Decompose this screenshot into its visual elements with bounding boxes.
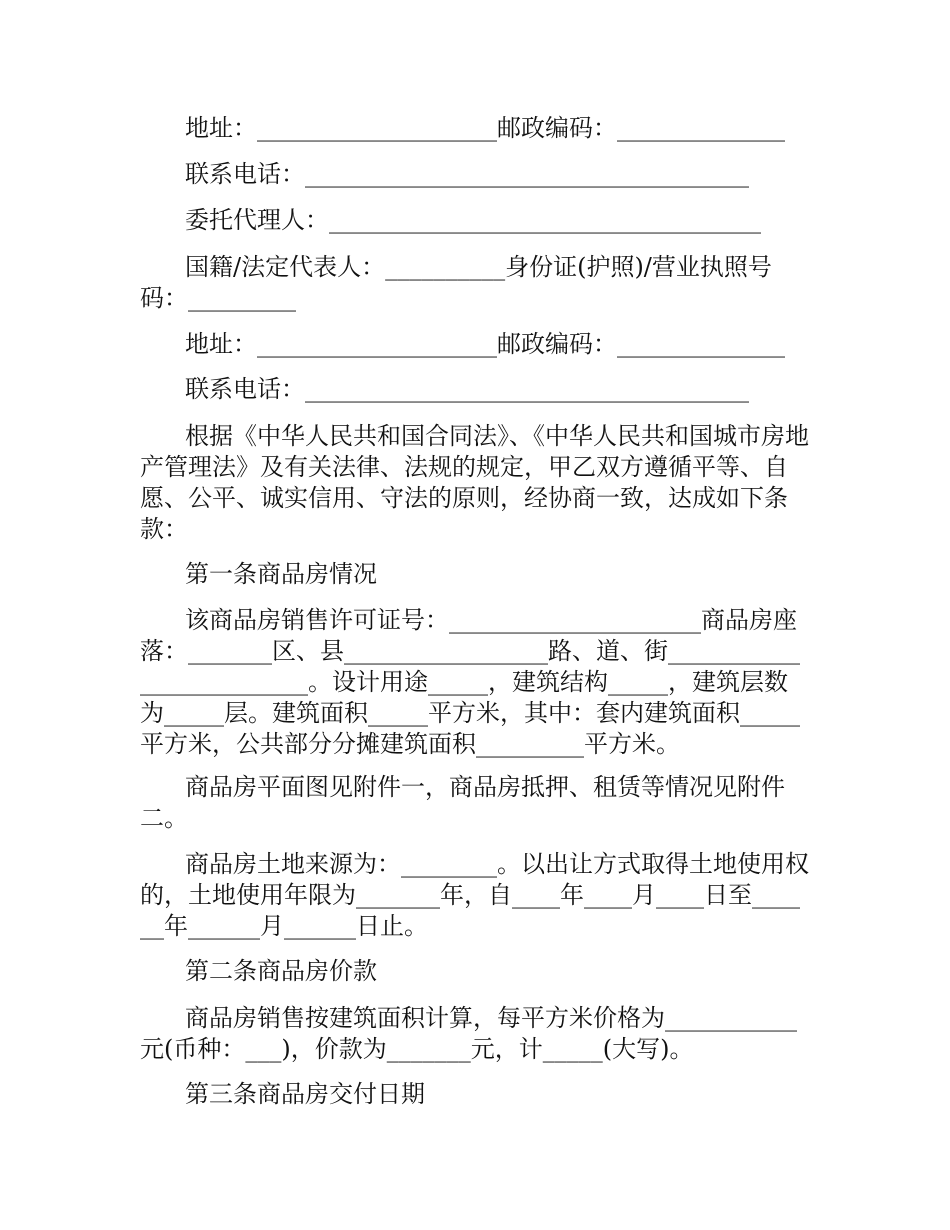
- nationality-line: 国籍/法定代表人：__________身份证(护照)/营业执照号码：_________: [140, 253, 772, 312]
- article-one-details: 该商品房销售许可证号：_____________________商品房座落：_______区、县_________________路、道、街_________________________。设计用途_____，建筑结构_____，建筑层数为_____层。建筑面积_____平方米，其中：套内建筑面积_____平方米，公共部分分摊建筑面积_________平方米。: [140, 606, 800, 758]
- price-paragraph: 商品房销售按建筑面积计算，每平方米价格为___________元(币种：___)，价款为_______元，计_____(大写)。: [140, 1004, 797, 1063]
- floor-plan-paragraph: 商品房平面图见附件一，商品房抵押、租赁等情况见附件二。: [140, 773, 785, 832]
- article-two-heading: 第二条商品房价款: [185, 957, 377, 985]
- land-source-paragraph: 商品房土地来源为：________。以出让方式取得土地使用权的，土地使用年限为_______年，自____年____月____日至______年______月______日止。: [140, 850, 809, 940]
- article-three-heading: 第三条商品房交付日期: [185, 1080, 425, 1108]
- phone-line-b: 联系电话：_____________________________________: [185, 375, 749, 403]
- address-line-a: 地址：____________________邮政编码：______________: [185, 114, 785, 142]
- phone-line-a: 联系电话：_____________________________________: [185, 160, 749, 188]
- agent-line: 委托代理人：____________________________________: [185, 206, 761, 234]
- article-one-heading: 第一条商品房情况: [185, 560, 377, 588]
- address-line-b: 地址：____________________邮政编码：______________: [185, 330, 785, 358]
- preamble-paragraph: 根据《中华人民共和国合同法》、《中华人民共和国城市房地产管理法》及有关法律、法规的规定，甲乙双方遵循平等、自愿、公平、诚实信用、守法的原则，经协商一致，达成如下条款：: [140, 422, 809, 543]
